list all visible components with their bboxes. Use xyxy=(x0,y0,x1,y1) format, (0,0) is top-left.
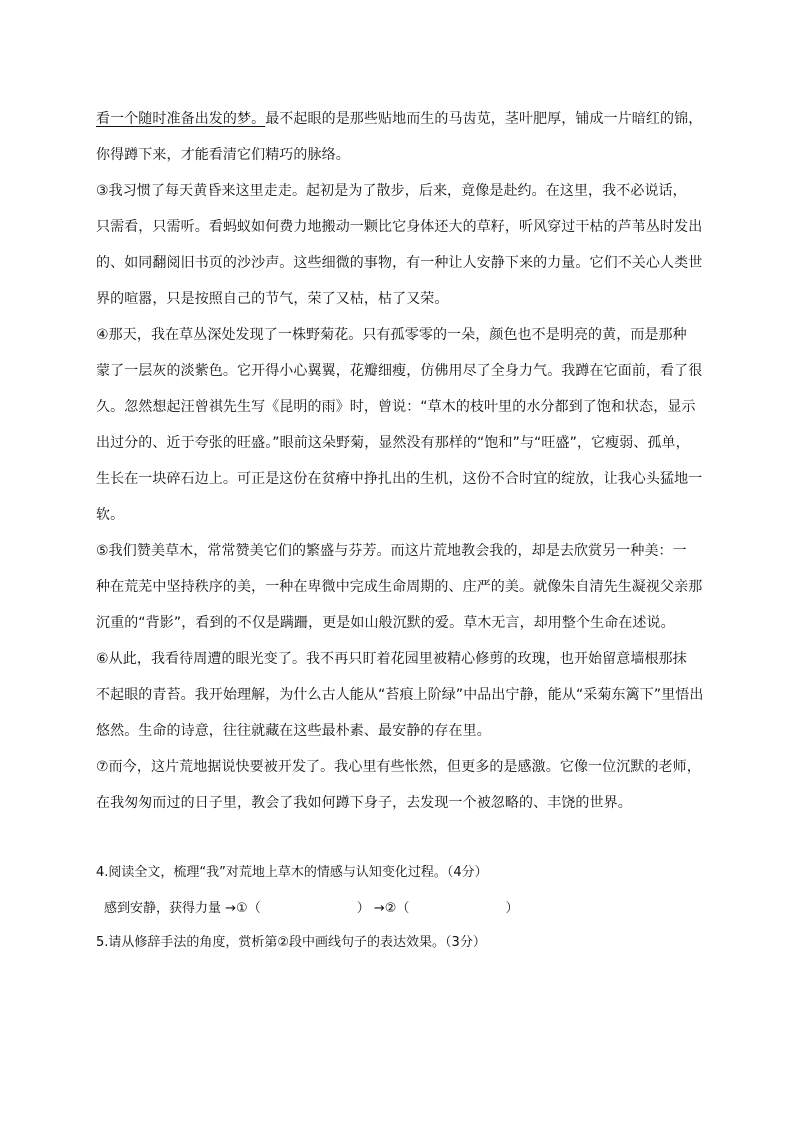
paragraph-6-line: 悠然。生命的诗意，往往就藏在这些最朴素、最安静的存在里。 xyxy=(96,723,491,739)
paragraph-3-line: 只需看，只需听。看蚂蚁如何费力地搬动一颗比它身体还大的草籽，听风穿过干枯的芦苇丛时发出 xyxy=(96,219,703,235)
paragraph-4-line: 蒙了一层灰的淡紫色。它开得小心翼翼，花瓣细瘦，仿佛用尽了全身力气。我蹲在它面前，看了很 xyxy=(96,363,703,379)
paragraph-6-line: ⑥从此，我看待周遭的眼光变了。我不再只盯着花园里被精心修剪的玫瑰，也开始留意墙根那抹 xyxy=(96,651,687,667)
paragraph-5-line: 种在荒芜中坚持秩序的美，一种在卑微中完成生命周期的、庄严的美。就像朱自清先生凝视父亲那 xyxy=(96,579,703,595)
paragraph-4-line: 生长在一块碎石边上。可正是这份在贫瘠中挣扎出的生机，这份不合时宜的绽放，让我心头猛地一 xyxy=(96,471,703,487)
paragraph-2-tail-line-1 xyxy=(96,108,706,130)
paragraph-7-line: 在我匆匆而过的日子里，教会了我如何蹲下身子，去发现一个被忽略的、丰饶的世界。 xyxy=(96,795,632,811)
paragraph-5-line: ⑤我们赞美草木，常常赞美它们的繁盛与芬芳。而这片荒地教会我的，却是去欣赏另一种美：一 xyxy=(96,543,687,559)
paragraph-3-line: 界的喧嚣，只是按照自己的节气，荣了又枯，枯了又荣。 xyxy=(96,291,449,307)
question-5: 5.请从修辞手法的角度，赏析第②段中画线句子的表达效果。（3分） xyxy=(96,935,486,950)
answer-start-text: 感到安静，获得力量 xyxy=(104,901,222,916)
answer-arrow-2: →②（ xyxy=(373,901,410,916)
paragraph-5-line: 沉重的“背影”，看到的不仅是蹒跚，更是如山般沉默的爱。草木无言，却用整个生命在述说。 xyxy=(96,615,675,631)
paragraph-4-line: 久。忽然想起汪曾祺先生写《昆明的雨》时，曾说：“草木的枝叶里的水分都到了饱和状态，显示 xyxy=(96,399,696,415)
paragraph-4-line: ④那天，我在草丛深处发现了一株野菊花。只有孤零零的一朵，颜色也不是明亮的黄，而是那种 xyxy=(96,327,687,343)
paragraph-3-line: 的、如同翻阅旧书页的沙沙声。这些细微的事物，有一种让人安静下来的力量。它们不关心人类世 xyxy=(96,255,703,271)
answer-close-1: ） xyxy=(356,901,370,916)
paragraph-4-line: 出过分的、近于夸张的旺盛。”眼前这朵野菊，显然没有那样的“饱和”与“旺盛”，它瘦弱、孤单， xyxy=(96,435,690,451)
paragraph-7-line: ⑦而今，这片荒地据说快要被开发了。我心里有些怅然，但更多的是感激。它像一位沉默的老师， xyxy=(96,759,701,775)
paragraph-3-line: ③我习惯了每天黄昏来这里走走。起初是为了散步，后来，竟像是赴约。在这里，我不必说话， xyxy=(96,183,687,199)
paragraph-2-text: 最不起眼的是那些贴地而生的马齿苋，茎叶肥厚，铺成一片暗红的锦， xyxy=(265,111,703,127)
document-page xyxy=(96,108,706,954)
paragraph-4-line: 软。 xyxy=(96,507,125,523)
paragraph-2-tail-line-2: 你得蹲下来，才能看清它们精巧的脉络。 xyxy=(96,147,350,163)
question-4: 4.阅读全文，梳理“我”对荒地上草木的情感与认知变化过程。（4分） xyxy=(96,865,488,880)
answer-arrow-1: →①（ xyxy=(225,901,261,916)
answer-close-2: ） xyxy=(505,901,519,916)
paragraph-6-line: 不起眼的青苔。我开始理解，为什么古人能从“苔痕上阶绿”中品出宁静，能从“采菊东篱下”里悟出 xyxy=(96,687,704,703)
underlined-sentence: 看一个随时准备出发的梦。 xyxy=(96,111,266,127)
question-4-answer-row xyxy=(96,898,706,920)
